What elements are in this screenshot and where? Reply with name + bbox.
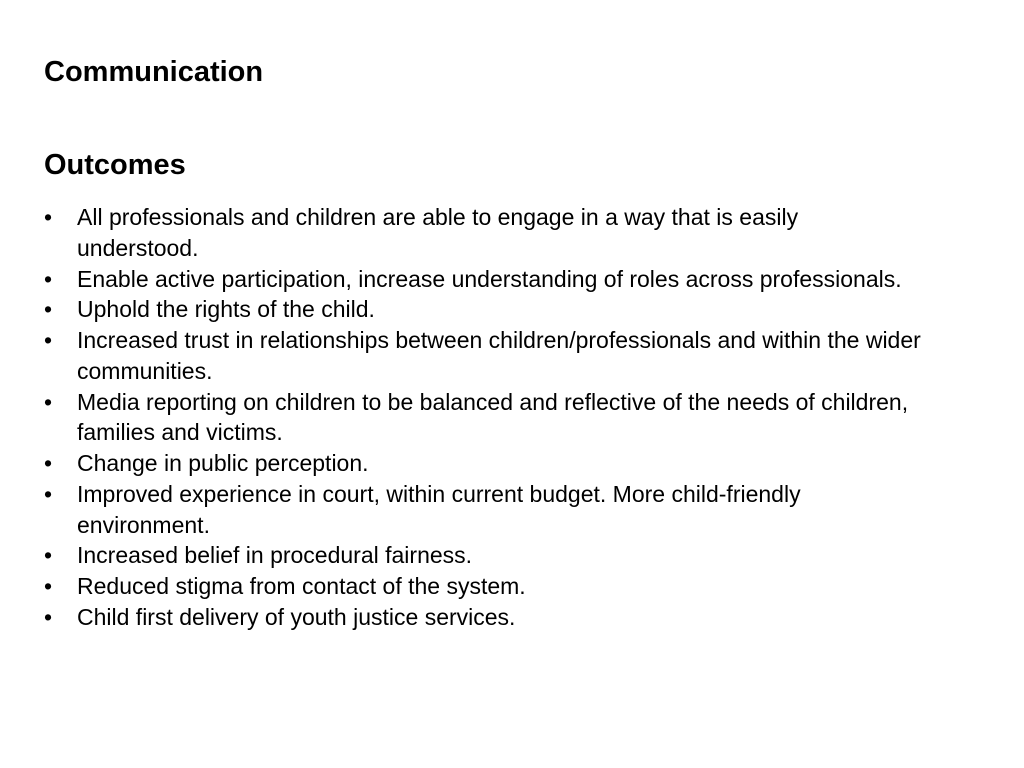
outcomes-list (44, 202, 924, 633)
bullet-icon: • (44, 296, 53, 323)
bullet-icon: • (44, 204, 53, 230)
outcome-text: Enable active participation, increase understanding of roles across professionals. (77, 265, 902, 292)
outcome-item (44, 479, 924, 541)
outcome-text: Change in public perception. (77, 450, 369, 476)
outcome-item (44, 602, 924, 633)
outcome-text: Increased trust in relationships between children/professionals and within the wider communities. (77, 327, 921, 384)
bullet-icon: • (44, 265, 53, 292)
section-heading-outcomes: Outcomes (44, 149, 186, 181)
outcome-item (44, 294, 924, 325)
outcome-item (44, 540, 924, 571)
bullet-icon: • (44, 573, 53, 599)
outcome-item (44, 325, 924, 387)
outcome-item (44, 264, 924, 295)
outcome-text: All professionals and children are able to engage in a way that is easily understood. (77, 204, 799, 261)
outcome-text: Improved experience in court, within current budget. More child-friendly environment. (77, 480, 801, 538)
outcome-text: Increased belief in procedural fairness. (77, 542, 473, 569)
outcome-text: Child first delivery of youth justice services. (77, 603, 516, 630)
outcome-item (44, 387, 924, 449)
outcome-text: Uphold the rights of the child. (77, 296, 375, 323)
outcome-item (44, 202, 924, 264)
outcome-item (44, 571, 924, 602)
page-title: Communication (44, 56, 264, 88)
bullet-icon: • (44, 450, 53, 476)
outcome-item (44, 448, 924, 479)
bullet-icon: • (44, 388, 53, 415)
bullet-icon: • (44, 542, 53, 569)
bullet-icon: • (44, 327, 53, 353)
bullet-icon: • (44, 480, 53, 507)
outcome-text: Reduced stigma from contact of the system. (77, 573, 526, 599)
bullet-icon: • (44, 603, 53, 630)
outcome-text: Media reporting on children to be balanced and reflective of the needs of children, families and victims. (77, 388, 909, 446)
